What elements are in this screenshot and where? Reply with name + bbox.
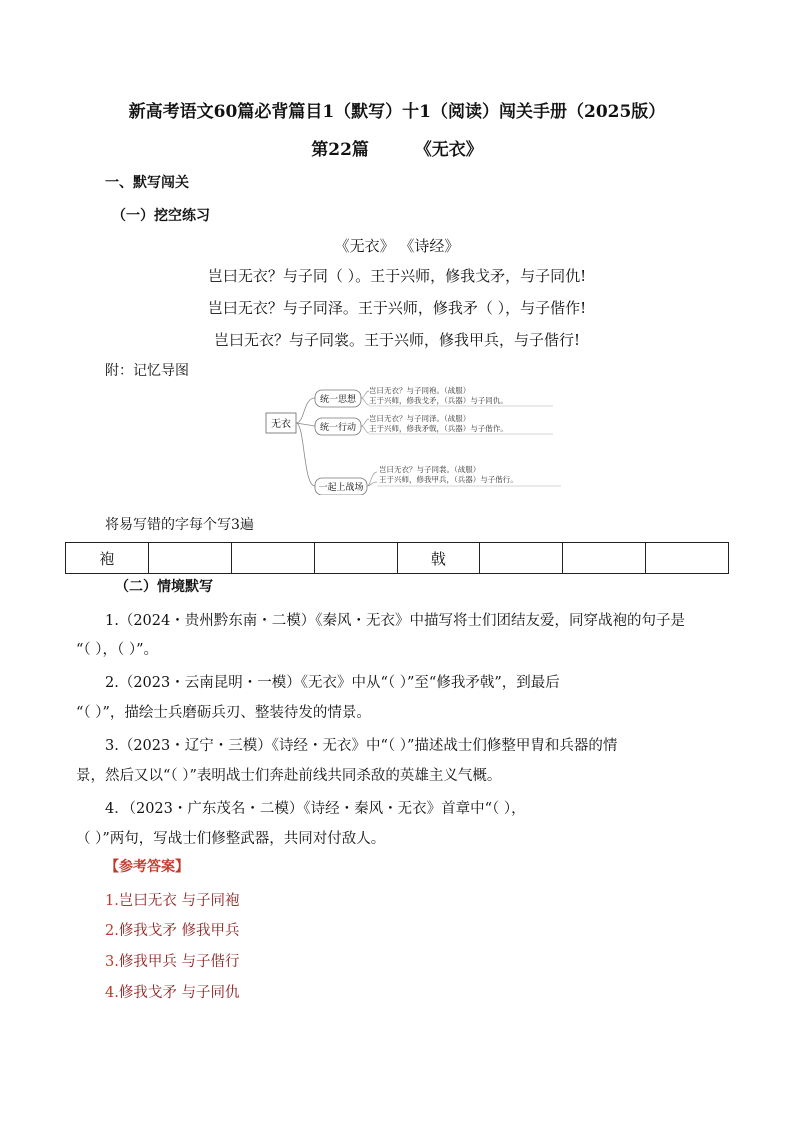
lesson-title: 《无衣》 (414, 140, 483, 160)
question-1-line-2: “（ ），（ ）”。 (76, 642, 159, 658)
practice-cell[interactable]: 戟 (397, 543, 480, 574)
answer-text: 岂曰无衣 与子同袍 (118, 893, 240, 909)
lesson-number: 第22篇 (311, 140, 369, 160)
mind-map-branch-2-line-1: 岂曰无衣？与子同泽。（战服） (369, 414, 471, 423)
answer-item (105, 919, 239, 940)
mind-map-branch-3-line-2: 王于兴师，修我甲兵，（兵器）与子偕行。 (379, 475, 518, 484)
mind-map-branch-1-line-2: 王于兴师，修我戈矛，（兵器）与子同仇。 (369, 396, 508, 405)
practice-cell[interactable] (480, 543, 563, 574)
answer-item (105, 889, 239, 910)
mind-map-branch-2-line-2: 王于兴师，修我矛戟，（兵器）与子偕作。 (369, 424, 508, 433)
answer-number: 4. (105, 985, 119, 1001)
answer-text: 修我戈矛 修我甲兵 (118, 923, 240, 939)
subsection-heading-context: （二）情境默写 (115, 579, 213, 595)
question-1-line-1: 1.（2024・贵州黔东南・二模）《秦风・无衣》中描写将士们团结友爱，同穿战袍的句子是 (105, 613, 685, 629)
practice-instruction: 将易写错的字每个写3遍 (105, 517, 254, 533)
question-3-line-2: 景，然后又以“（ ）”表明战士们奔赴前线共同杀敌的英雄主义气概。 (76, 768, 502, 784)
memory-mind-map (263, 380, 568, 495)
answer-item (105, 950, 239, 971)
answer-number: 1. (105, 893, 119, 909)
appendix-label: 附：记忆导图 (105, 363, 189, 379)
answer-text: 修我戈矛 与子同仇 (118, 985, 240, 1001)
question-2-line-2: “（ ）”，描绘士兵磨砺兵刃、整装待发的情景。 (76, 705, 371, 721)
mind-map-branch-3: 一起上战场 (318, 483, 364, 493)
poem-line-2: 岂曰无衣？与子同泽。王于兴师，修我矛（ ），与子偕作! (207, 299, 587, 317)
mind-map-branch-3-line-1: 岂曰无衣？与子同裳。（战服） (379, 465, 481, 474)
answer-key-title: 【参考答案】 (105, 859, 189, 875)
mind-map-branch-1: 统一思想 (319, 395, 357, 405)
question-4-line-2: （ ）”两句，写战士们修整武器，共同对付敌人。 (76, 831, 386, 847)
answer-number: 3. (105, 954, 119, 970)
subsection-heading-fill-blank: （一）挖空练习 (112, 208, 210, 224)
poem-title: 《无衣》 《诗经》 (334, 237, 460, 255)
practice-cell[interactable] (148, 543, 231, 574)
question-4-line-1: 4．（2023・广东茂名・二模）《诗经・秦风・无衣》首章中“（ ）， (105, 801, 526, 817)
mind-map-root: 无衣 (271, 419, 291, 430)
answer-item (105, 981, 239, 1002)
mind-map-branch-1-line-1: 岂曰无衣？与子同袍。（战服） (369, 386, 471, 395)
character-practice-table (65, 542, 729, 574)
poem-line-3: 岂曰无衣？与子同裳。王于兴师，修我甲兵，与子偕行! (213, 331, 581, 349)
answer-number: 2. (105, 923, 119, 939)
practice-cell[interactable] (314, 543, 397, 574)
section-heading-dictation: 一、默写闯关 (105, 175, 189, 191)
practice-cell[interactable] (231, 543, 314, 574)
page-title: 新高考语文60篇必背篇目1（默写）十1（阅读）闯关手册（2025版） (128, 102, 666, 122)
lesson-heading (0, 135, 794, 160)
practice-cell[interactable] (563, 543, 646, 574)
mind-map-branch-2: 统一行动 (319, 423, 357, 433)
answer-text: 修我甲兵 与子偕行 (118, 954, 240, 970)
practice-cell[interactable]: 袍 (66, 543, 149, 574)
question-3-line-1: 3.（2023・辽宁・三模）《诗经・无衣》中“（ ）”描述战士们修整甲胄和兵器的情 (105, 738, 618, 754)
practice-cell[interactable] (646, 543, 729, 574)
question-2-line-1: 2.（2023・云南昆明・一模）《无衣》中从“（ ）”至“修我矛戟”，到最后 (105, 675, 560, 691)
poem-line-1: 岂曰无衣？与子同（ ）。王于兴师，修我戈矛，与子同仇! (207, 267, 587, 285)
